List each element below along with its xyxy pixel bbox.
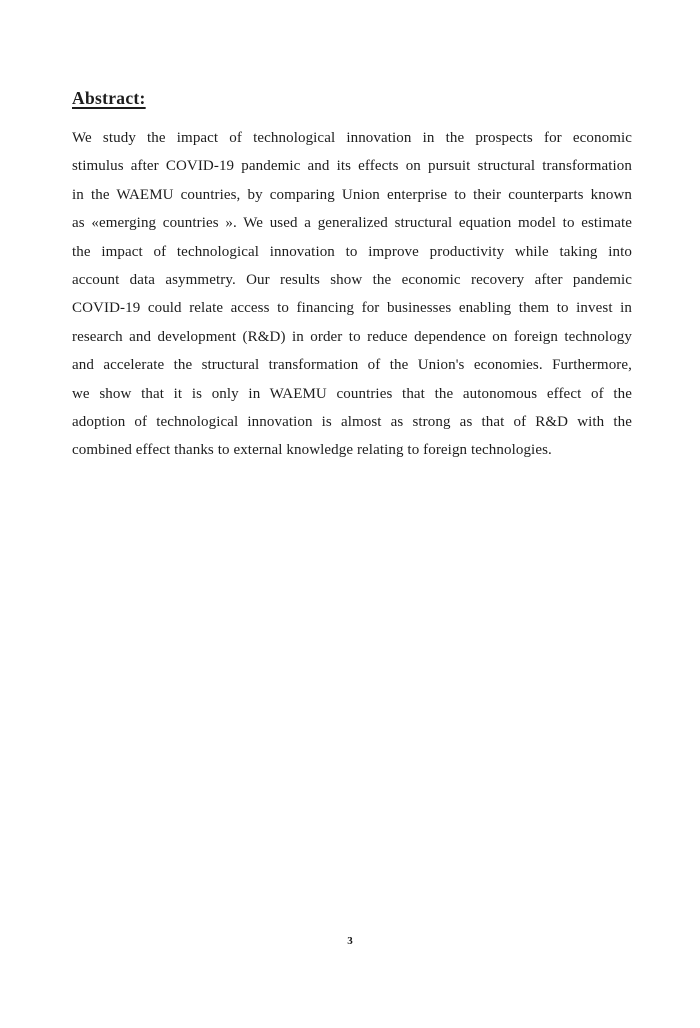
abstract-heading: Abstract: bbox=[72, 88, 146, 108]
paragraph-line: account data asymmetry. Our results show the economic recovery after pandemic bbox=[72, 271, 632, 288]
paragraph-line: research and development (R&D) in order to reduce dependence on foreign technology bbox=[72, 328, 632, 345]
abstract-paragraph bbox=[72, 124, 632, 465]
paragraph-line: in the WAEMU countries, by comparing Union enterprise to their counterparts known bbox=[72, 186, 632, 203]
paragraph-line: as «emerging countries ». We used a generalized structural equation model to estimate bbox=[72, 215, 632, 232]
paragraph-line: adoption of technological innovation is almost as strong as that of R&D with the bbox=[72, 413, 632, 430]
paragraph-line: combined effect thanks to external knowledge relating to foreign technologies. bbox=[72, 442, 552, 459]
paragraph-line: We study the impact of technological innovation in the prospects for economic bbox=[72, 130, 632, 146]
page-footer bbox=[0, 931, 700, 949]
paragraph-line: we show that it is only in WAEMU countries that the autonomous effect of the bbox=[72, 385, 632, 402]
paragraph-line: stimulus after COVID-19 pandemic and its effects on pursuit structural transformation bbox=[72, 158, 632, 175]
paragraph-line: COVID-19 could relate access to financing for businesses enabling them to invest in bbox=[72, 300, 632, 317]
paragraph-line: the impact of technological innovation to improve productivity while taking into bbox=[72, 243, 632, 260]
abstract-section bbox=[72, 88, 632, 465]
paragraph-line: and accelerate the structural transformation of the Union's economies. Furthermore, bbox=[72, 357, 632, 374]
page-number: 3 bbox=[347, 935, 353, 947]
